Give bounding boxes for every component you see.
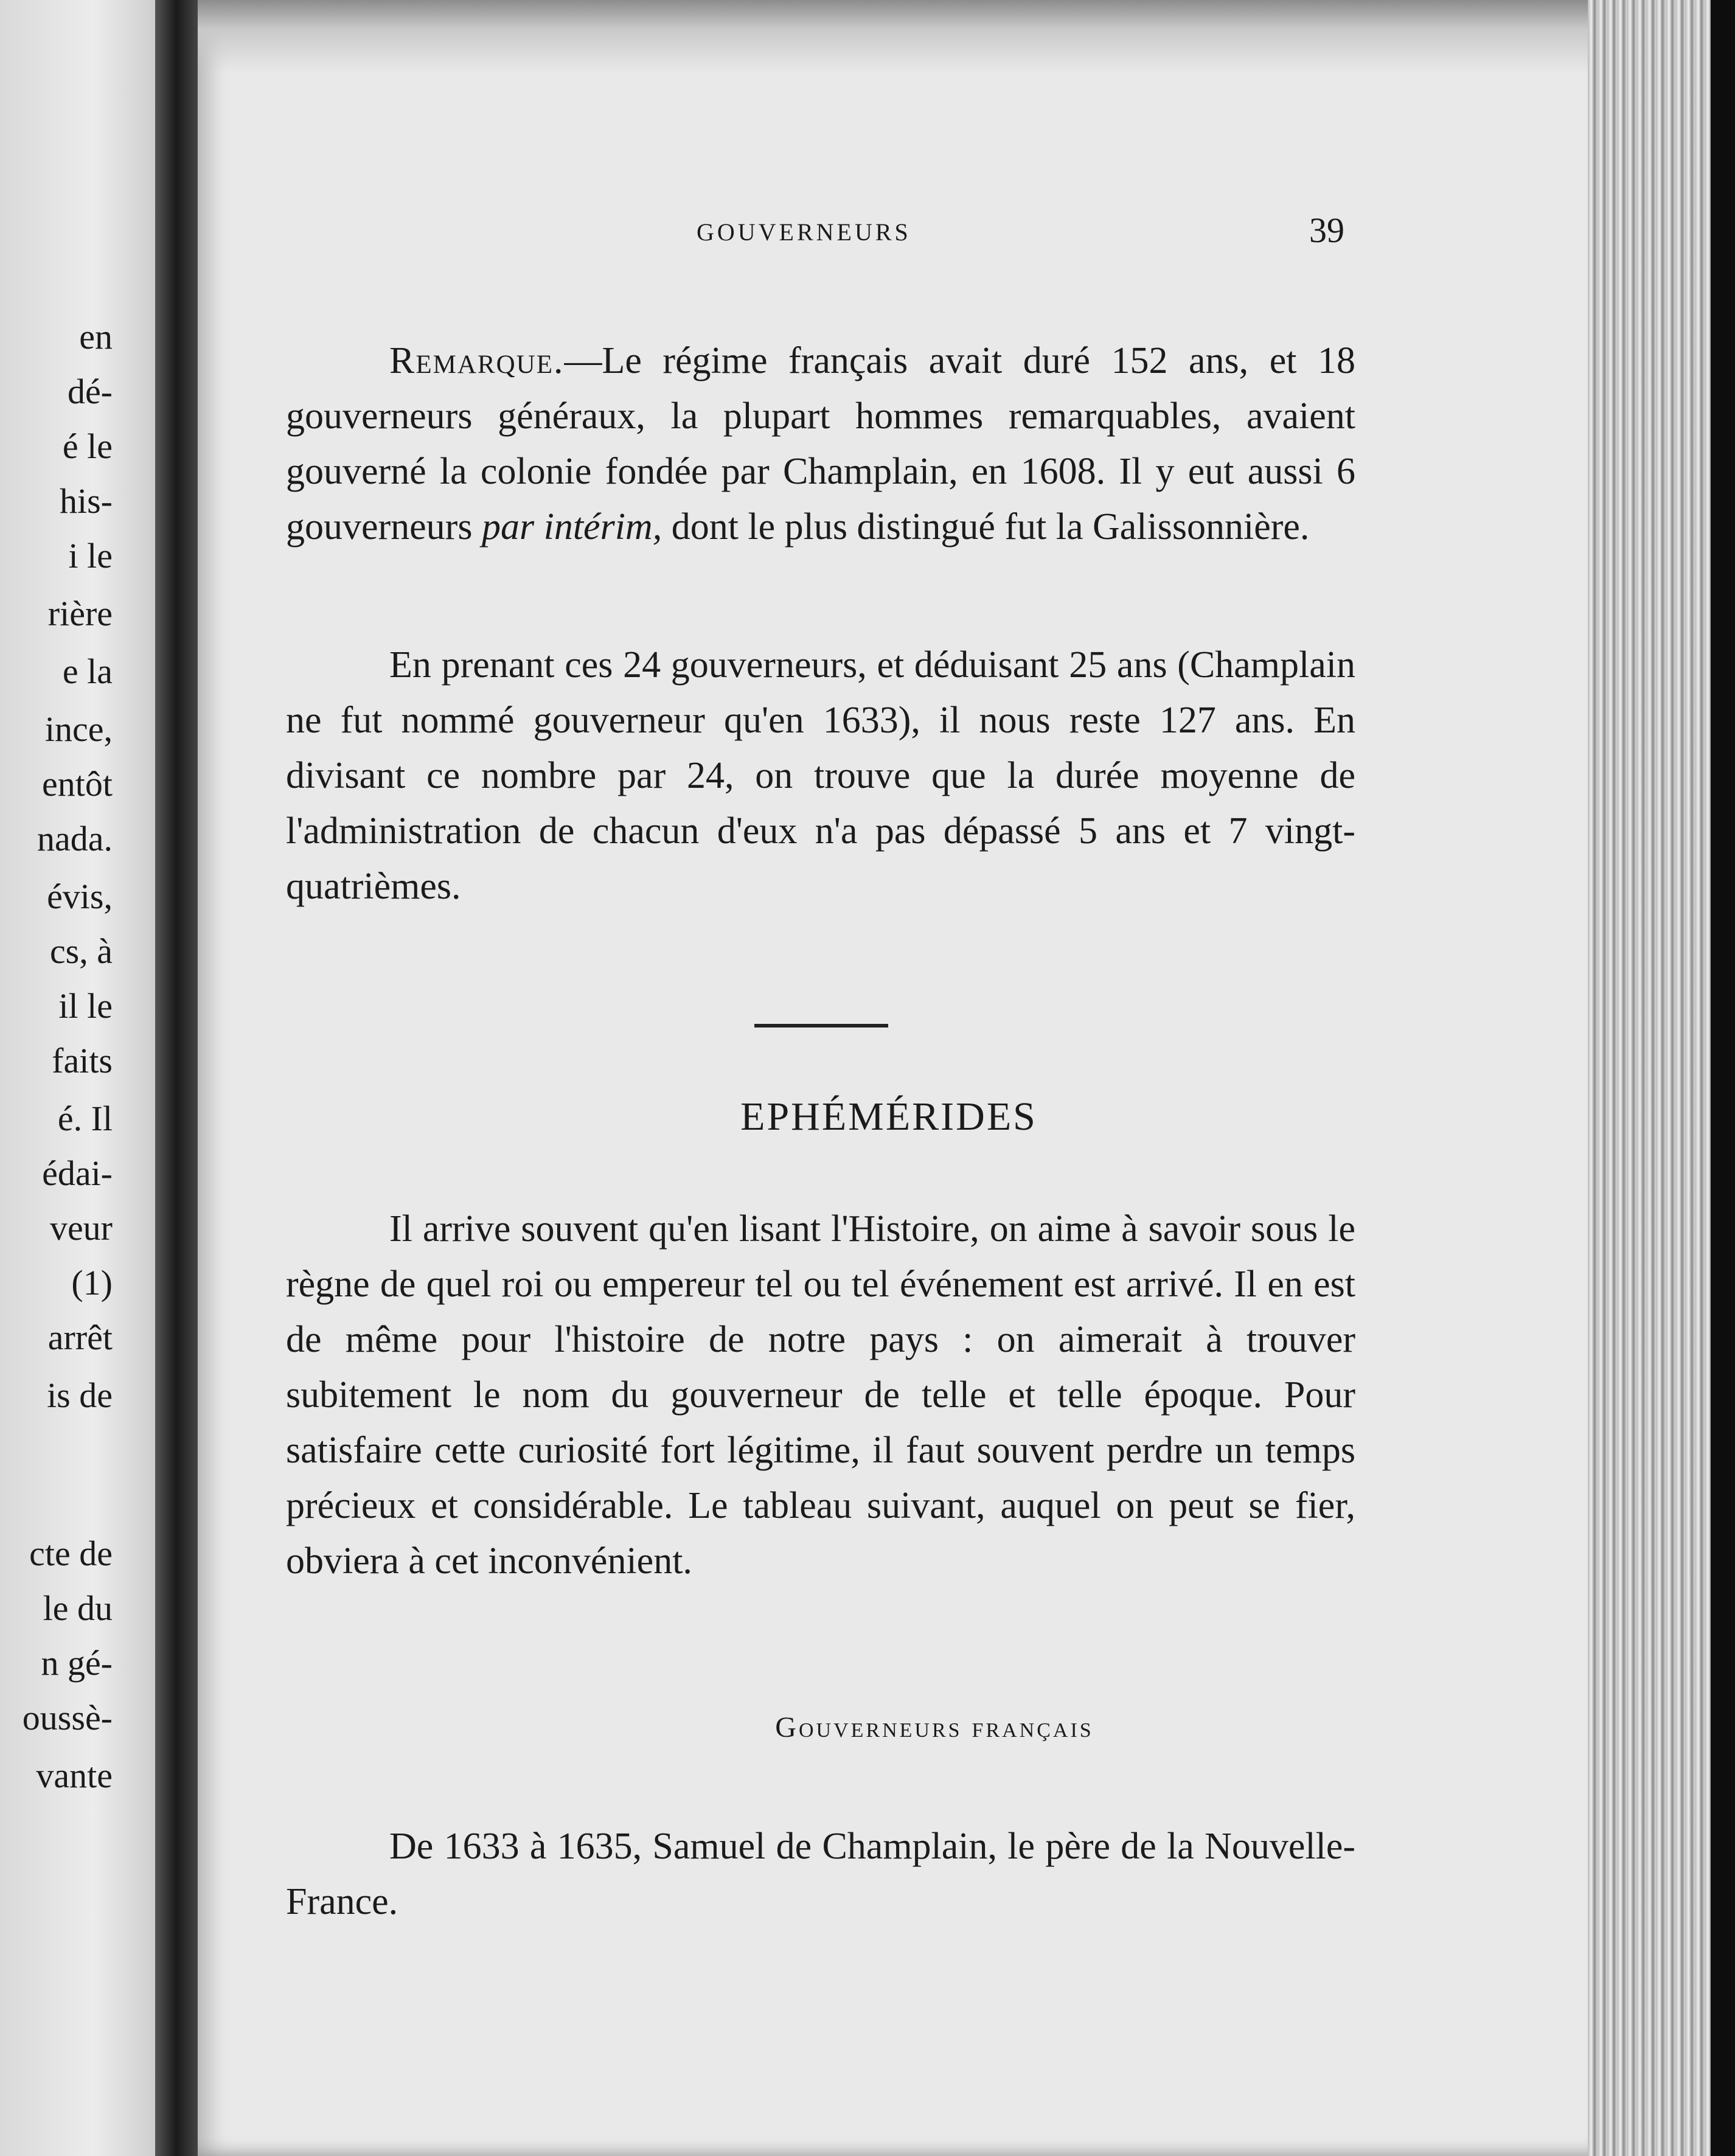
left-page-fragment: évis, xyxy=(47,877,113,916)
remarque-paragraph xyxy=(286,333,1355,555)
left-page-fragment: é. Il xyxy=(57,1099,113,1138)
left-page-fragment: il le xyxy=(58,986,113,1026)
paragraph-ephemerides: Il arrive souvent qu'en lisant l'Histoire, on aime à savoir sous le règne de quel roi ou empereur tel ou tel événement est arrivé. Il en est de même pour l'histoire de notre pays : on aimerait à trouver subitement le nom du gouverneur de telle et telle époque. Pour satisfaire cette curiosité fort légitime, il faut souvent perdre un temps précieux et considérable. Le tableau suivant, auquel on peut se fier, obviera à cet inconvénient. xyxy=(286,1208,1355,1582)
running-head: GOUVERNEURS xyxy=(697,218,911,246)
left-page-fragment: i le xyxy=(68,536,113,576)
section-divider xyxy=(754,1024,888,1028)
left-page-fragment: en xyxy=(79,317,113,356)
left-page-fragment: cs, à xyxy=(49,931,113,971)
remarque-text-end: dont le plus distingué fut la Galissonnière. xyxy=(662,506,1310,548)
left-page-fragment: le du xyxy=(43,1588,113,1628)
paragraph-champlain: De 1633 à 1635, Samuel de Champlain, le père de la Nouvelle-France. xyxy=(286,1826,1355,1922)
left-page-fragment: oussè- xyxy=(22,1698,113,1737)
paragraph-average-term: En prenant ces 24 gouverneurs, et déduisant 25 ans (Champlain ne fut nommé gouverneur qu'en 1633), il nous reste 127 ans. En divisant ce nombre par 24, on trouve que la durée moyenne de l'administration de chacun d'eux n'a pas dépassé 5 ans et 7 vingt-quatrièmes. xyxy=(286,644,1355,907)
left-page-fragment: rière xyxy=(47,594,113,633)
left-page-fragment: faits xyxy=(52,1041,113,1080)
remarque-label: Remarque. xyxy=(389,340,565,381)
book-gutter xyxy=(155,0,198,2156)
previous-page-fragment xyxy=(0,0,155,2156)
left-page-fragment: vante xyxy=(36,1756,113,1795)
remarque-italic: par intérim, xyxy=(481,506,662,548)
left-page-fragment: é le xyxy=(62,426,113,466)
left-page-fragment: his- xyxy=(60,481,113,521)
page-top-shadow xyxy=(198,0,1615,73)
page-number: 39 xyxy=(1309,210,1344,250)
left-page-fragment: veur xyxy=(49,1208,113,1248)
remarque-text: —Le régime français avait duré 152 ans, et 18 gouverneurs généraux, la plupart hommes remarquables, avaient gouverné la colonie fondée par Champlain, en 1608. Il y eut aussi 6 gouverneurs xyxy=(286,340,1355,548)
left-page-fragment: (1) xyxy=(71,1263,113,1302)
left-page-fragment: is de xyxy=(47,1375,113,1415)
left-page-fragment: édai- xyxy=(42,1153,113,1193)
left-page-fragment: entôt xyxy=(42,764,113,804)
subsection-title: Gouverneurs français xyxy=(775,1711,1094,1744)
left-page-fragment: dé- xyxy=(67,372,113,411)
left-page-fragment: cte de xyxy=(29,1534,113,1573)
left-page-fragment: e la xyxy=(62,652,113,691)
left-page-fragment: ince, xyxy=(44,709,113,749)
section-title: EPHÉMÉRIDES xyxy=(740,1094,1037,1139)
left-page-fragment: n gé- xyxy=(41,1643,113,1683)
left-page-fragment: arrêt xyxy=(47,1318,113,1357)
left-page-fragment: nada. xyxy=(37,819,113,858)
page-edges xyxy=(1588,0,1735,2156)
